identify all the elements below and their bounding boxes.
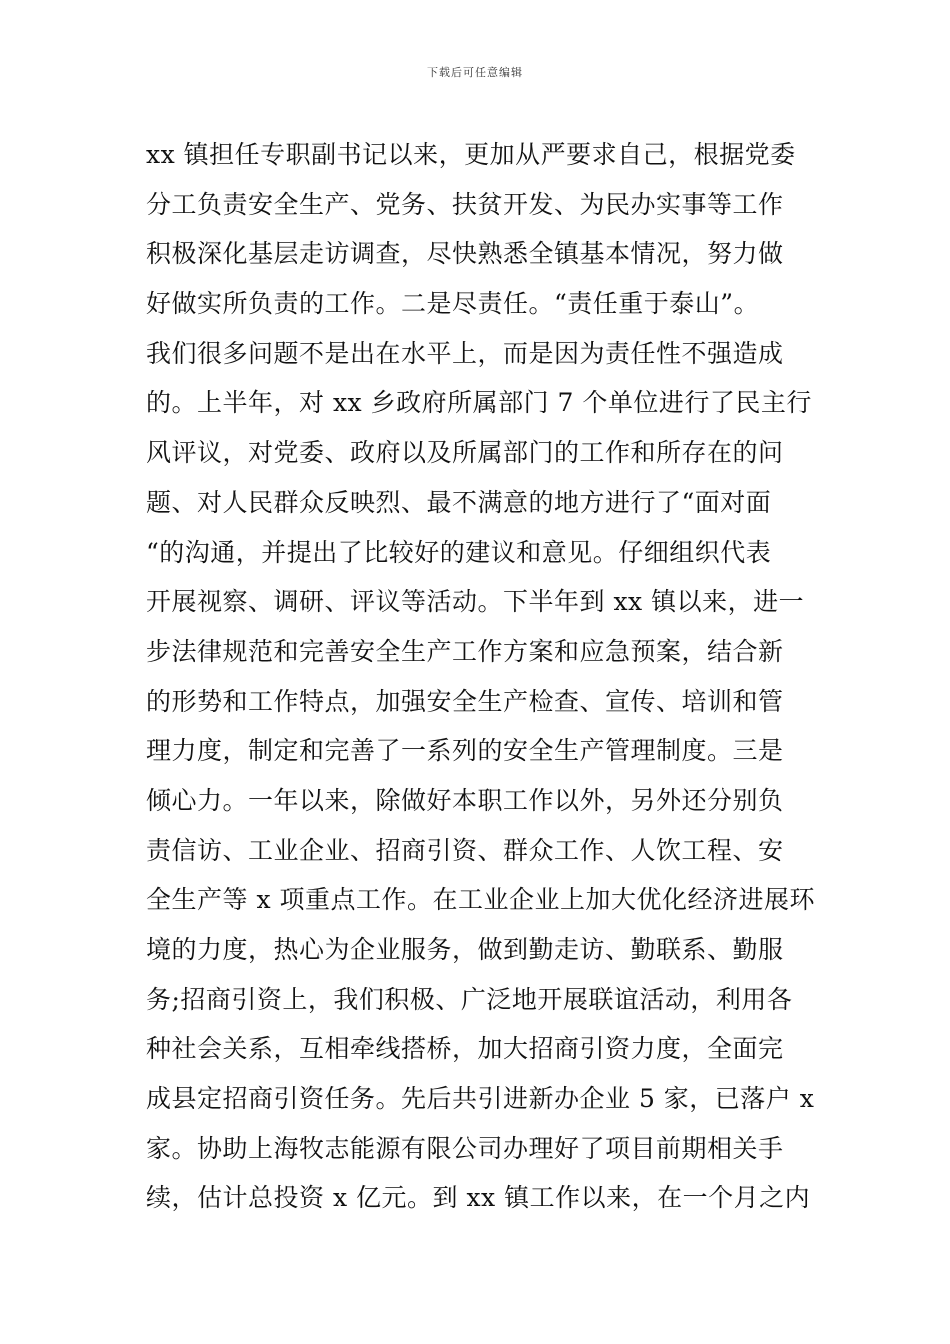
text-line: 好做实所负责的工作。二是尽责任。“责任重于泰山”。: [146, 289, 760, 319]
text-line: 全生产等 x 项重点工作。在工业企业上加大优化经济进展环: [146, 885, 815, 915]
text-line: 续，估计总投资 x 亿元。到 xx 镇工作以来，在一个月之内: [146, 1183, 811, 1213]
text-line: 的。上半年，对 xx 乡政府所属部门 7 个单位进行了民主行: [146, 388, 812, 418]
text-line: 责信访、工业企业、招商引资、群众工作、人饮工程、安: [146, 835, 784, 865]
text-line: “的沟通，并提出了比较好的建议和意见。仔细组织代表: [146, 537, 772, 567]
page-header: 下载后可任意编辑: [427, 66, 523, 79]
text-line: 开展视察、调研、评议等活动。下半年到 xx 镇以来，进一: [146, 587, 805, 617]
text-line: 成县定招商引资任务。先后共引进新办企业 5 家，已落户 x: [146, 1084, 815, 1114]
text-line: 积极深化基层走访调查，尽快熟悉全镇基本情况，努力做: [146, 239, 784, 269]
text-line: 我们很多问题不是出在水平上，而是因为责任性不强造成: [146, 338, 784, 368]
text-line: 题、对人民群众反映烈、最不满意的地方进行了“面对面: [146, 487, 772, 517]
text-line: 务;招商引资上，我们积极、广泛地开展联谊活动，利用各: [146, 984, 793, 1014]
text-line: 境的力度，热心为企业服务，做到勤走访、勤联系、勤服: [146, 935, 784, 964]
text-line: 步法律规范和完善安全生产工作方案和应急预案，结合新: [146, 636, 784, 666]
text-line: 风评议，对党委、政府以及所属部门的工作和所存在的问: [146, 438, 784, 468]
text-line: 倾心力。一年以来，除做好本职工作以外，另外还分别负: [146, 785, 784, 815]
text-line: 家。协助上海牧志能源有限公司办理好了项目前期相关手: [146, 1133, 784, 1163]
text-line: 种社会关系，互相牵线搭桥，加大招商引资力度，全面完: [146, 1034, 784, 1064]
text-line: 分工负责安全生产、党务、扶贫开发、为民办实事等工作: [146, 189, 784, 219]
text-line: xx 镇担任专职副书记以来，更加从严要求自己，根据党委: [146, 140, 796, 169]
text-line: 理力度，制定和完善了一系列的安全生产管理制度。三是: [146, 736, 784, 766]
text-line: 的形势和工作特点，加强安全生产检查、宣传、培训和管: [146, 686, 784, 716]
body-text: [146, 130, 816, 1223]
